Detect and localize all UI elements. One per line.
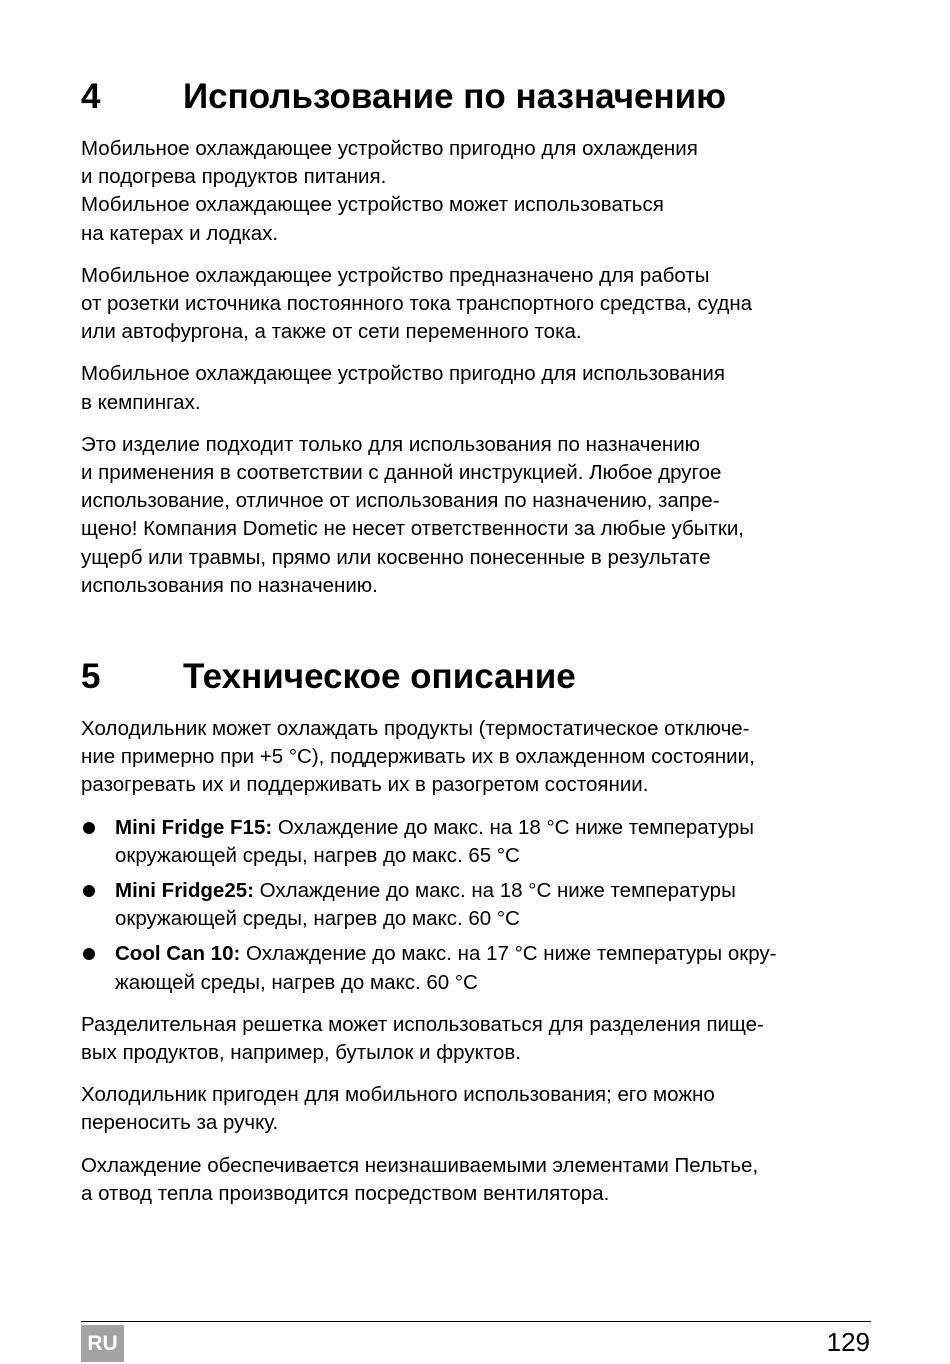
footer-divider bbox=[81, 1321, 871, 1322]
product-spec: Охлаждение до макс. на 18 °C ниже температуры окружающей среды, нагрев до макс. 65 °C bbox=[115, 815, 755, 867]
section-4-body bbox=[81, 135, 871, 614]
section-5-paragraph: Разделительная решетка может использоваться для разделения пище- вых продуктов, например, бутылок и фруктов. bbox=[81, 1012, 764, 1065]
bullet-icon bbox=[83, 822, 95, 834]
section-4-number: 4 bbox=[81, 77, 101, 116]
section-5-heading bbox=[81, 657, 871, 697]
bullet-icon bbox=[83, 885, 95, 897]
product-name: Mini Fridge F15: bbox=[115, 815, 273, 839]
section-4-paragraph: Мобильное охлаждающее устройство предназначено для работы от розетки источника постоянного тока транспортного средства, судна или автофургона, а также от сети переменного тока. bbox=[81, 263, 753, 344]
section-4-paragraph: Мобильное охлаждающее устройство пригодно для охлаждения и подогрева продуктов питания. Мобильное охлаждающее устройство может использоваться на катерах и лодках. bbox=[81, 137, 698, 245]
list-item bbox=[81, 877, 871, 933]
section-4-heading bbox=[81, 77, 871, 117]
product-name: Cool Can 10: bbox=[115, 942, 241, 966]
section-5-intro: Холодильник может охлаждать продукты (термостатическое отключе- ние примерно при +5 °C), поддерживать их в охлажденном состоянии, разогревать их и поддерживать их в разогретом состоянии. bbox=[81, 717, 755, 797]
language-badge: RU bbox=[81, 1325, 124, 1362]
product-spec: Охлаждение до макс. на 18 °C ниже температуры окружающей среды, нагрев до макс. 60 °C bbox=[115, 879, 736, 931]
product-spec-list bbox=[81, 814, 871, 997]
section-5-title: Техническое описание bbox=[183, 657, 576, 696]
section-5-body bbox=[81, 715, 871, 1222]
section-5-paragraph: Охлаждение обеспечивается неизнашиваемыми элементами Пельтье, а отвод тепла производится посредством вентилятора. bbox=[81, 1153, 759, 1205]
list-item bbox=[81, 940, 871, 996]
section-5-number: 5 bbox=[81, 657, 101, 696]
section-4-paragraph: Мобильное охлаждающее устройство пригодно для использования в кемпингах. bbox=[81, 362, 725, 414]
section-4-title: Использование по назначению bbox=[183, 77, 727, 116]
product-name: Mini Fridge25: bbox=[115, 879, 254, 903]
list-item bbox=[81, 814, 871, 870]
section-4-paragraph: Это изделие подходит только для использования по назначению и применения в соответствии с данной инструкцией. Любое другое использование, отличное от использования по назначению, запре- щено! Компания Dometic не несет ответственности за любые убытки, ущерб или травмы, прямо или косвенно понесенные в результате использования по назначению. bbox=[81, 432, 745, 597]
product-spec: Охлаждение до макс. на 17 °C ниже температуры окру- жающей среды, нагрев до макс. 60 °C bbox=[115, 942, 777, 994]
page-number: 129 bbox=[826, 1327, 870, 1357]
bullet-icon bbox=[83, 948, 95, 960]
section-5-paragraph: Холодильник пригоден для мобильного использования; его можно переносить за ручку. bbox=[81, 1083, 715, 1135]
